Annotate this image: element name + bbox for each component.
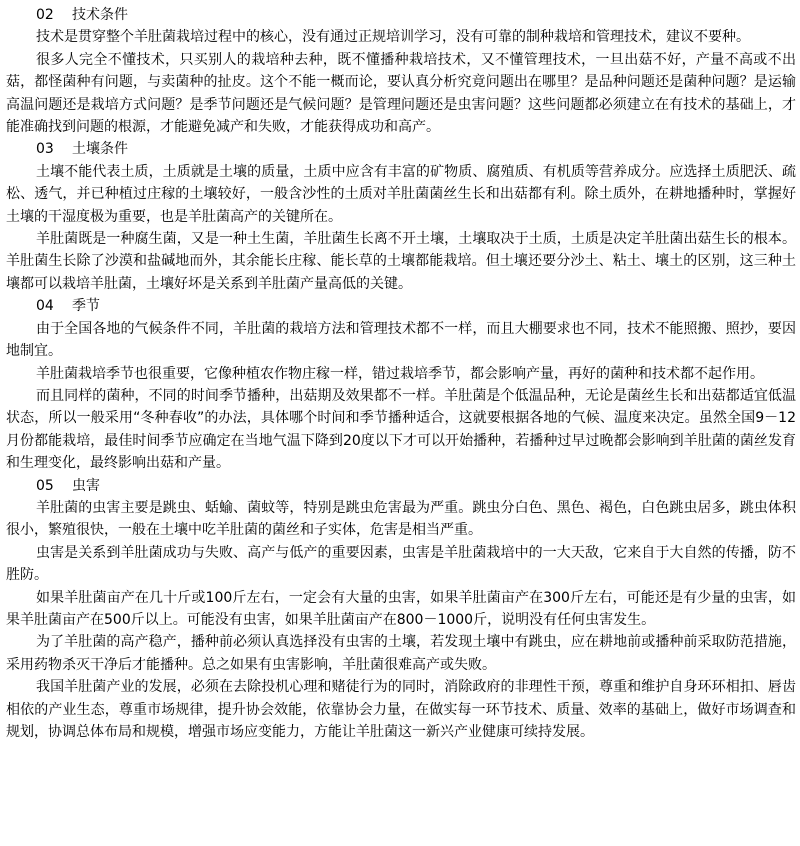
- paragraph: 而且同样的菌种，不同的时间季节播种，出菇期及效果都不一样。羊肚菌是个低温品种，无论是菌丝生长和出菇都适宜低温状态，所以一般采用“冬种春收”的办法，具体哪个时间和季节播种适合，这就要根据各地的气候、温度来决定。虽然全国9－12月份都能栽培，最佳时间季节应确定在当地气温下降到20度以下才可以开始播种，若播种过早过晚都会影响到羊肚菌的菌丝发育和生理变化，最终影响出菇和产量。: [6, 387, 796, 472]
- paragraph: 如果羊肚菌亩产在几十斤或100斤左右，一定会有大量的虫害，如果羊肚菌亩产在300斤左右，可能还是有少量的虫害，如果羊肚菌亩产在500斤以上。可能没有虫害，如果羊肚菌亩产在800－1000斤，说明没有任何虫害发生。: [6, 589, 796, 628]
- paragraph: 羊肚菌的虫害主要是跳虫、蛞蝓、菌蚊等，特别是跳虫危害最为严重。跳虫分白色、黑色、褐色，白色跳虫居多，跳虫体积很小，繁殖很快，一般在土壤中吃羊肚菌的菌丝和子实体，危害是相当严重。: [6, 499, 796, 539]
- paragraph: 由于全国各地的气候条件不同，羊肚菌的栽培方法和管理技术都不一样，而且大棚要求也不同，技术不能照搬、照抄，要因地制宜。: [6, 320, 796, 360]
- section-number: 04: [36, 298, 54, 315]
- section-number: 05: [36, 477, 54, 494]
- section-heading: [6, 475, 796, 497]
- section-season: [6, 295, 796, 474]
- paragraph: 技术是贯穿整个羊肚菌栽培过程中的核心，没有通过正规培训学习，没有可靠的制种栽培和管理技术，建议不要种。: [36, 29, 750, 46]
- section-heading: [6, 4, 796, 26]
- section-number: 02: [36, 7, 54, 23]
- paragraph: 羊肚菌栽培季节也很重要，它像种植农作物庄稼一样，错过栽培季节，都会影响产量，再好的菌种和技术都不起作用。: [36, 365, 764, 382]
- section-heading: [6, 138, 796, 160]
- paragraph: 虫害是关系到羊肚菌成功与失败、高产与低产的重要因素，虫害是羊肚菌栽培中的一大天敌，它来自于大自然的传播，防不胜防。: [6, 544, 796, 584]
- section-title: 技术条件: [72, 7, 128, 23]
- section-soil: [6, 138, 796, 295]
- paragraph: 我国羊肚菌产业的发展，必须在去除投机心理和赌徒行为的同时，消除政府的非理性干预，尊重和维护自身环环相扣、唇齿相依的产业生态，尊重市场规律，提升协会效能，依靠协会力量，在做实每一环节技术、质量、效率的基础上，做好市场调查和规划，协调总体布局和规模，增强市场应变能力，方能让羊肚菌这一新兴产业健康可续持发展。: [6, 679, 796, 740]
- section-technology: [6, 4, 796, 138]
- section-title: 季节: [72, 298, 100, 315]
- section-heading: [6, 295, 796, 317]
- paragraph: 很多人完全不懂技术，只买别人的栽培种去种，既不懂播种栽培技术，又不懂管理技术，一旦出菇不好，产量不高或不出菇，都怪菌种有问题，与卖菌种的扯皮。这个不能一概而论，要认真分析究竟问题出在哪里？是品种问题还是菌种问题？是运输高温问题还是栽培方式问题？是季节问题还是气候问题？是管理问题还是虫害问题？这些问题都必须建立在有技术的基础上，才能准确找到问题的根源，才能避免减产和失败，才能获得成功和高产。: [6, 51, 796, 136]
- section-title: 土壤条件: [72, 141, 128, 158]
- paragraph: 为了羊肚菌的高产稳产，播种前必须认真选择没有虫害的土壤，若发现土壤中有跳虫，应在耕地前或播种前采取防范措施，采用药物杀灭干净后才能播种。总之如果有虫害影响，羊肚菌很难高产或失败。: [6, 634, 796, 673]
- section-number: 03: [36, 141, 54, 158]
- paragraph: 土壤不能代表土质，土质就是土壤的质量，土质中应含有丰富的矿物质、腐殖质、有机质等营养成分。应选择土质肥沃、疏松、透气，并已种植过庄稼的土壤较好，一般含沙性的土质对羊肚菌菌丝生长和出菇都有利。除土质外，在耕地播种时，掌握好土壤的干湿度极为重要，也是羊肚菌高产的关键所在。: [6, 163, 796, 225]
- section-title: 虫害: [72, 477, 100, 494]
- paragraph: 羊肚菌既是一种腐生菌，又是一种土生菌，羊肚菌生长离不开土壤，土壤取决于土质，土质是决定羊肚菌出菇生长的根本。羊肚菌生长除了沙漠和盐碱地而外，其余能长庄稼、能长草的土壤都能栽培。但土壤还要分沙土、粘土、壤土的区别，这三种土壤都可以栽培羊肚菌，土壤好坏是关系到羊肚菌产量高低的关键。: [6, 231, 796, 292]
- section-pests: [6, 475, 796, 744]
